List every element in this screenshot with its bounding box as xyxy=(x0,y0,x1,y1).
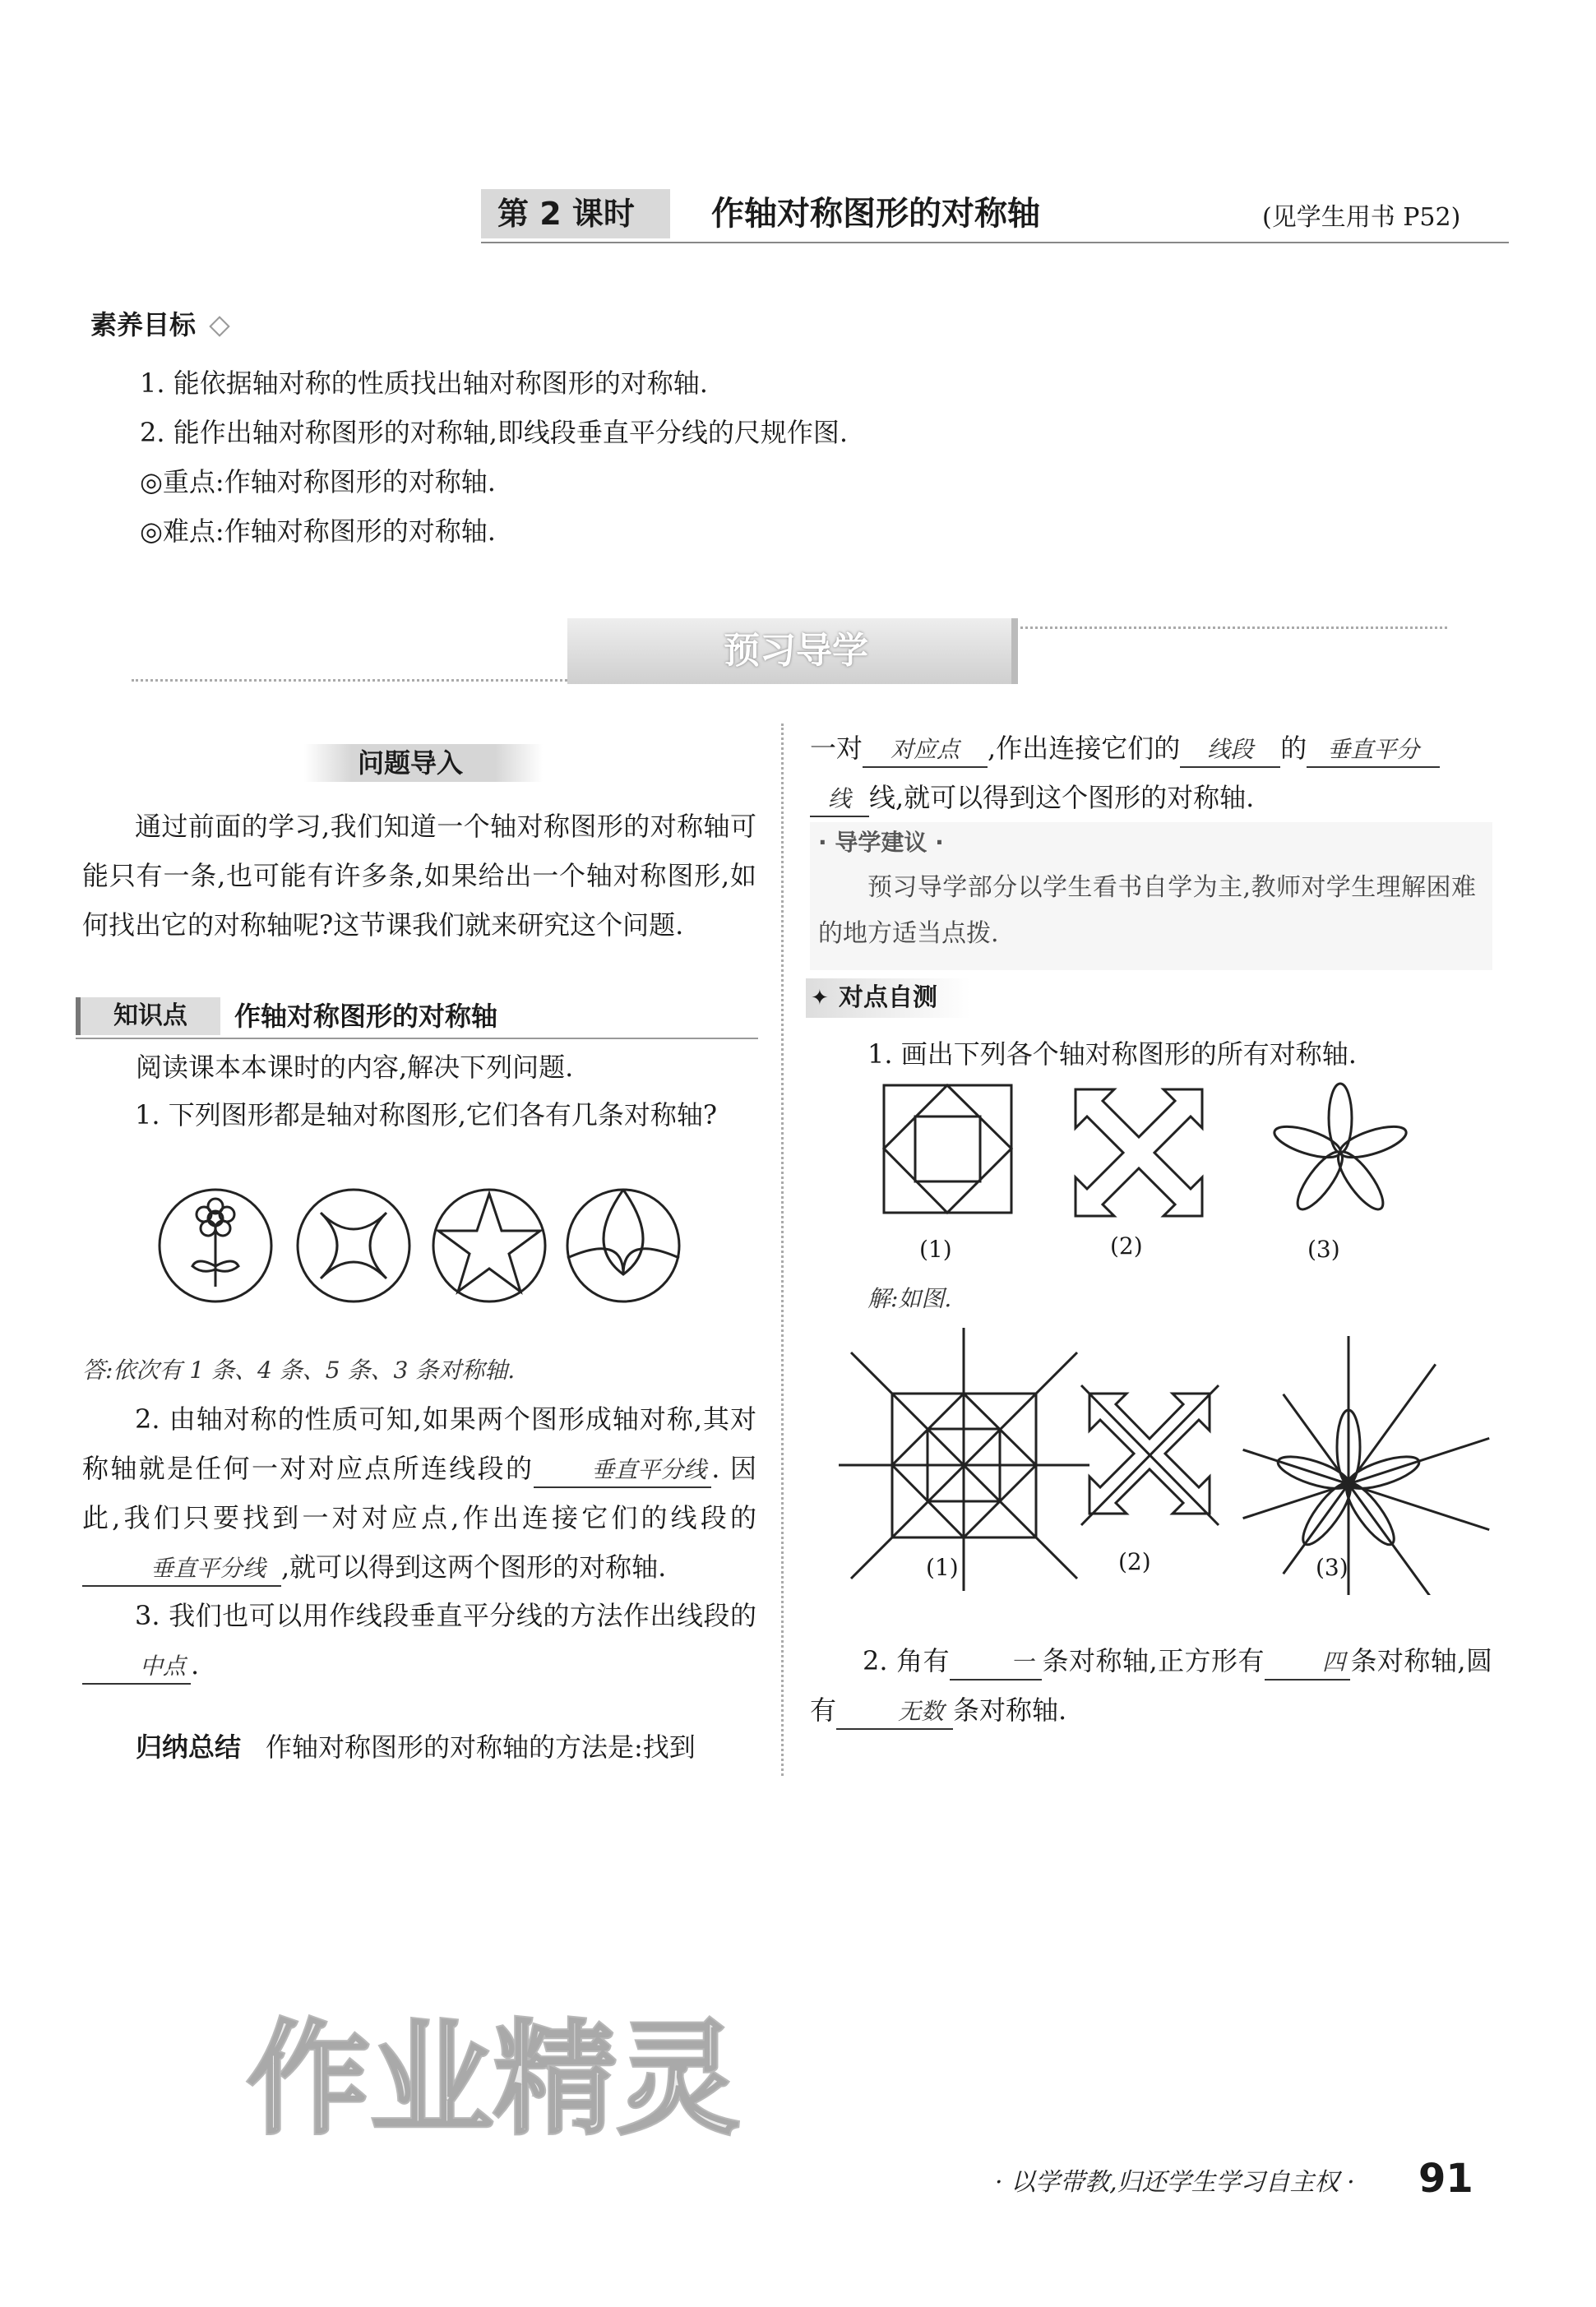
question-3-text-b: . xyxy=(191,1649,200,1681)
self-test-label: 对点自测 xyxy=(839,983,937,1012)
answer-blank-angle-axes: 一 xyxy=(950,1646,1042,1681)
figure-label: (1) xyxy=(919,1236,952,1263)
exercise-2 xyxy=(810,1636,1492,1735)
exercise-2-text-d: 条对称轴. xyxy=(953,1694,1067,1726)
question-2-text-b: . 因此,我们只要找到一对对应点,作出连接它们的线段的 xyxy=(82,1453,756,1533)
summary-cont-c: 的 xyxy=(1280,733,1307,764)
summary-label: 归纳总结 xyxy=(136,1731,242,1763)
answer-blank-square-axes: 四 xyxy=(1265,1646,1350,1681)
knowledge-underline xyxy=(76,1038,758,1039)
goal-key-point: ◎重点:作轴对称图形的对称轴. xyxy=(140,466,496,497)
answer-blank-circle-axes: 无数 xyxy=(836,1695,953,1730)
summary xyxy=(136,1722,761,1772)
goal-item: 1. 能依据轴对称的性质找出轴对称图形的对称轴. xyxy=(140,368,708,399)
watermark: 作业精灵 xyxy=(247,2009,741,2152)
question-3-text-a: 3. 我们也可以用作线段垂直平分线的方法作出线段的 xyxy=(135,1600,756,1631)
figure-label: (3) xyxy=(1307,1236,1340,1263)
exercise-2-text-b: 条对称轴,正方形有 xyxy=(1042,1645,1265,1676)
guide-box xyxy=(810,822,1492,970)
summary-cont-b: ,作出连接它们的 xyxy=(988,733,1181,764)
answer-blank-perpendicular-bisector: 垂直平分线 xyxy=(534,1454,711,1488)
column-divider xyxy=(781,724,784,1776)
banner xyxy=(567,618,1018,684)
exercise-2-text-a: 2. 角有 xyxy=(863,1645,951,1676)
question-2-text-a: 2. 由轴对称的性质可知,如果两个图形成轴对称,其对称轴就是任何一对对应点所连线段的 xyxy=(82,1403,756,1484)
summary-continued xyxy=(810,724,1492,822)
question-1-answer: 答:依次有 1 条、4 条、5 条、3 条对称轴. xyxy=(82,1357,516,1384)
question-1: 1. 下列图形都是轴对称图形,它们各有几条对称轴? xyxy=(135,1099,718,1130)
answer-blank-segment: 线段 xyxy=(1180,733,1280,768)
summary-text: 作轴对称图形的对称轴的方法是:找到 xyxy=(266,1731,696,1763)
question-2 xyxy=(82,1394,756,1592)
diamond-icon xyxy=(209,316,229,336)
banner-divider-right xyxy=(1011,626,1447,629)
lesson-header xyxy=(481,189,1509,247)
header-underline xyxy=(481,242,1509,243)
nested-square-figure xyxy=(884,1085,1011,1213)
square-with-axes-figure xyxy=(839,1328,1089,1591)
sparkle-icon: ✦ xyxy=(811,986,829,1010)
summary-cont-a: 一对 xyxy=(810,733,863,764)
figure-label: (2) xyxy=(1118,1548,1151,1575)
solution-label: 解:如图. xyxy=(867,1285,952,1312)
self-test-tag xyxy=(806,978,970,1018)
knowledge-label: 知识点 xyxy=(113,1001,187,1030)
exercise-1-figures xyxy=(880,1081,1455,1221)
goals-heading: 素养目标 xyxy=(90,309,197,340)
exercise-2-text-c: 条对称轴,圆有 xyxy=(810,1645,1492,1726)
intro-heading: 问题导入 xyxy=(358,747,464,779)
goal-difficulty: ◎难点:作轴对称图形的对称轴. xyxy=(140,515,496,547)
page-reference: (见学生用书 P52) xyxy=(1262,203,1461,232)
answer-blank-corresponding-points: 对应点 xyxy=(863,733,988,768)
footer-motto: · 以学带教,归还学生学习自主权 · xyxy=(995,2168,1355,2197)
star-circle-figure xyxy=(433,1190,545,1301)
figure-label: (1) xyxy=(926,1554,959,1581)
read-instruction: 阅读课本本课时的内容,解决下列问题. xyxy=(136,1052,574,1083)
question-2-text-c: ,就可以得到这两个图形的对称轴. xyxy=(281,1551,667,1583)
goal-item: 2. 能作出轴对称图形的对称轴,即线段垂直平分线的尺规作图. xyxy=(140,417,849,448)
double-arrow-cross-figure xyxy=(1076,1089,1202,1216)
question-3 xyxy=(82,1591,756,1690)
answer-blank-midpoint: 中点 xyxy=(82,1650,191,1685)
exercise-1: 1. 画出下列各个轴对称图形的所有对称轴. xyxy=(867,1038,1357,1070)
guide-text: 预习导学部分以学生看书自学为主,教师对学生理解困难的地方适当点拨. xyxy=(818,873,1476,948)
flower-circle-figure xyxy=(160,1190,271,1301)
arrow-cross-with-axes-figure xyxy=(1081,1385,1219,1525)
knowledge-title: 作轴对称图形的对称轴 xyxy=(234,1001,498,1032)
five-petal-flower-figure xyxy=(1271,1084,1409,1215)
page-title: 作轴对称图形的对称轴 xyxy=(711,195,1040,233)
banner-label: 预习导学 xyxy=(724,630,868,672)
answer-blank-perpendicular-cont: 线 xyxy=(810,783,869,817)
answer-blank-perpendicular-bisector-2: 垂直平分线 xyxy=(82,1552,281,1587)
figure-label: (2) xyxy=(1110,1232,1143,1260)
answer-blank-perpendicular: 垂直平分 xyxy=(1307,733,1440,768)
three-arc-circle-figure xyxy=(567,1190,679,1301)
summary-cont-d: 线,就可以得到这个图形的对称轴. xyxy=(869,782,1255,813)
figure-label: (3) xyxy=(1316,1554,1349,1581)
flower-with-axes-figure xyxy=(1243,1336,1490,1595)
knowledge-tag xyxy=(76,997,220,1035)
page-number: 91 xyxy=(1418,2156,1473,2202)
q1-figures xyxy=(156,1184,699,1307)
intro-text: 通过前面的学习,我们知道一个轴对称图形的对称轴可能只有一条,也可能有许多条,如果给出一个轴对称图形,如何找出它的对称轴呢?这节课我们就来研究这个问题. xyxy=(82,811,756,941)
guide-label: · 导学建议 · xyxy=(818,829,944,856)
concave-square-circle-figure xyxy=(298,1190,409,1301)
lesson-number: 第 2 课时 xyxy=(497,196,635,232)
banner-divider-left xyxy=(132,679,567,682)
